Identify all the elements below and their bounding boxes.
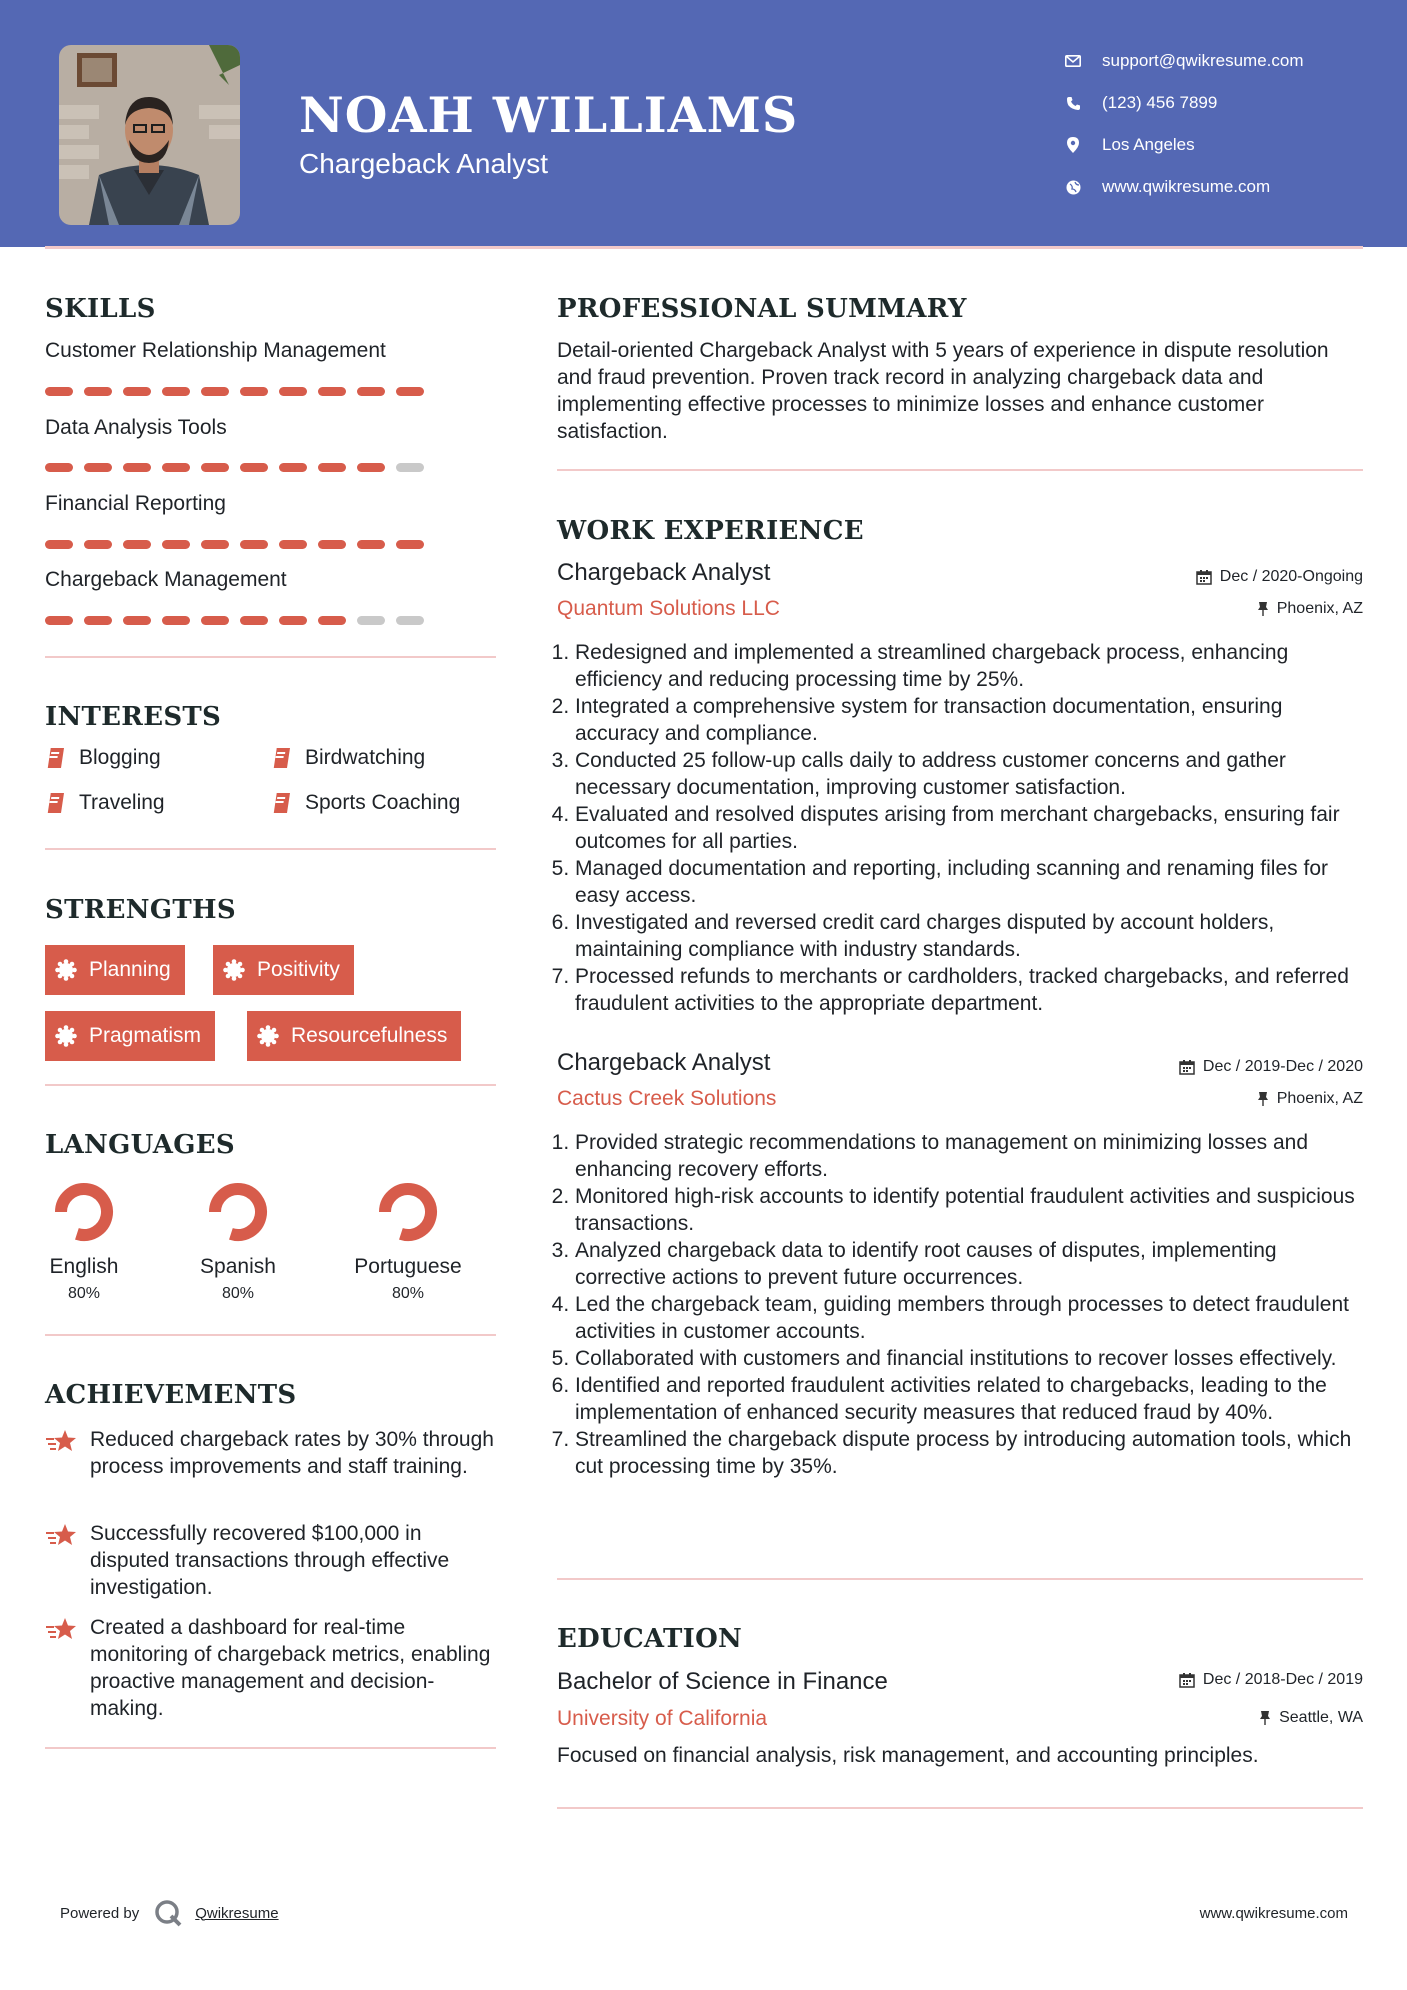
badge-icon (223, 959, 245, 981)
interest-label: Blogging (79, 746, 161, 769)
language-name: Portuguese (354, 1255, 462, 1278)
skill-dash-filled (123, 387, 151, 396)
skill-dash-filled (279, 616, 307, 625)
strength-label: Positivity (257, 958, 340, 981)
job-dates (1179, 1058, 1363, 1076)
education-dates-text: Dec / 2018-Dec / 2019 (1202, 1671, 1363, 1688)
school-name: University of California (557, 1707, 768, 1730)
duty-item: 1. Redesigned and implemented a streamlined chargeback process, enhancing efficiency and reducing processing time by 25%. (575, 639, 1365, 693)
interest-label: Sports Coaching (305, 791, 461, 814)
skill-dash-filled (84, 463, 112, 472)
candidate-name: NOAH WILLIAMS (299, 86, 799, 144)
job-location (1257, 600, 1363, 618)
language-percent: 80% (221, 1285, 255, 1302)
duties-list (575, 1129, 1365, 1480)
skill-dash-filled (240, 387, 268, 396)
skill-dash-filled (318, 540, 346, 549)
skill-dash-filled (279, 387, 307, 396)
phone-icon (1064, 94, 1082, 112)
job-location (1257, 1090, 1363, 1108)
job-dates (1196, 568, 1363, 586)
skill-dash-filled (357, 463, 385, 472)
language-item (14, 1181, 154, 1303)
duty-item: 5. Collaborated with customers and financial institutions to recover losses effectively. (575, 1345, 1365, 1372)
calendar-icon (1196, 569, 1212, 585)
section-divider (45, 1334, 496, 1336)
section-divider (45, 1084, 496, 1086)
contact-website[interactable] (1064, 166, 1304, 208)
company-name: Quantum Solutions LLC (557, 597, 780, 620)
calendar-icon (1179, 1059, 1195, 1075)
section-divider (557, 469, 1363, 471)
skill-dash-filled (123, 540, 151, 549)
strength-badge (45, 945, 185, 995)
language-ring (377, 1181, 439, 1243)
job-title: Chargeback Analyst (557, 1049, 771, 1076)
education-dates (1179, 1671, 1363, 1689)
duty-item: 7. Streamlined the chargeback dispute process by introducing automation tools, which cut processing time by 35%. (575, 1426, 1365, 1480)
skill-dash-filled (162, 387, 190, 396)
skill-label: Financial Reporting (45, 492, 226, 515)
job-location-text: Phoenix, AZ (1276, 1090, 1363, 1107)
interests-heading: INTERESTS (45, 702, 222, 732)
duty-item: 6. Investigated and reversed credit card charges disputed by account holders, maintaining compliance with industry standards. (575, 909, 1365, 963)
book-icon (45, 747, 65, 769)
skill-dash-filled (84, 387, 112, 396)
skill-meter (45, 387, 435, 396)
skill-dash-filled (162, 616, 190, 625)
skill-dash-filled (357, 540, 385, 549)
duties-list (575, 639, 1365, 1017)
skill-dash-filled (123, 463, 151, 472)
job-location-text: Phoenix, AZ (1276, 600, 1363, 617)
strength-label: Pragmatism (89, 1024, 202, 1047)
skills-heading: SKILLS (45, 294, 156, 324)
strengths-heading: STRENGTHS (45, 895, 236, 925)
star-icon (45, 1617, 79, 1641)
globe-icon (1064, 178, 1082, 196)
section-divider (45, 656, 496, 658)
achievement-text: Successfully recovered $100,000 in disputed transactions through effective investigation. (90, 1522, 450, 1599)
skill-dash-filled (201, 540, 229, 549)
skill-dash-filled (201, 616, 229, 625)
skill-dash-filled (84, 616, 112, 625)
summary-text: Detail-oriented Chargeback Analyst with 5 years of experience in dispute resolution and fraud prevention. Proven track record in analyzing chargeback data and implementing effective processes to minimize losses and enhance customer satisfaction. (557, 339, 1329, 443)
skill-dash-filled (201, 387, 229, 396)
duty-item: 4. Evaluated and resolved disputes arising from merchant chargebacks, ensuring fair outcomes for all parties. (575, 801, 1365, 855)
badge-icon (55, 959, 77, 981)
star-icon (45, 1429, 79, 1453)
section-divider (557, 1578, 1363, 1580)
achievement-text: Created a dashboard for real-time monitoring of chargeback metrics, enabling proactive management and decision-making. (90, 1616, 491, 1720)
calendar-icon (1179, 1672, 1195, 1688)
section-divider (557, 1807, 1363, 1809)
skill-dash-filled (396, 540, 424, 549)
skill-meter (45, 463, 435, 472)
achievement-item (45, 1520, 495, 1601)
company-name: Cactus Creek Solutions (557, 1087, 777, 1110)
contact-email[interactable] (1064, 40, 1304, 82)
achievement-text: Reduced chargeback rates by 30% through process improvements and staff training. (90, 1428, 494, 1478)
skill-dash-filled (240, 463, 268, 472)
job-dates-text: Dec / 2020-Ongoing (1219, 568, 1363, 585)
experience-heading: WORK EXPERIENCE (557, 516, 864, 546)
strength-label: Resourcefulness (291, 1024, 448, 1047)
interest-label: Traveling (79, 791, 165, 814)
book-icon (45, 792, 65, 814)
strength-badge (45, 1011, 215, 1061)
pushpin-icon (1259, 1710, 1271, 1726)
education-heading: EDUCATION (557, 1624, 743, 1654)
skill-dash-filled (201, 463, 229, 472)
skill-dash-filled (84, 540, 112, 549)
skill-dash-filled (357, 387, 385, 396)
badge-icon (55, 1025, 77, 1047)
contact-phone[interactable] (1064, 82, 1304, 124)
duty-item: 6. Identified and reported fraudulent activities related to chargebacks, leading to the implementation of enhanced security measures that reduced fraud by 40%. (575, 1372, 1365, 1426)
skill-dash-filled (279, 540, 307, 549)
duty-item: 3. Analyzed chargeback data to identify root causes of disputes, implementing corrective actions to prevent future occurrences. (575, 1237, 1365, 1291)
duty-item: 4. Led the chargeback team, guiding members through processes to detect fraudulent activities in customer accounts. (575, 1291, 1365, 1345)
duty-item: 1. Provided strategic recommendations to management on minimizing losses and enhancing recovery efforts. (575, 1129, 1365, 1183)
envelope-icon (1064, 52, 1082, 70)
language-ring (207, 1181, 269, 1243)
skill-dash-filled (279, 463, 307, 472)
header-divider (45, 246, 1363, 249)
language-name: English (49, 1255, 119, 1278)
duty-item: 5. Managed documentation and reporting, including scanning and renaming files for easy access. (575, 855, 1365, 909)
skill-dash-filled (396, 387, 424, 396)
footer-powered-by (60, 1898, 279, 1928)
duty-item: 3. Conducted 25 follow-up calls daily to address customer concerns and gather necessary documentation, improving customer satisfaction. (575, 747, 1365, 801)
language-item (168, 1181, 308, 1303)
contact-website-text: www.qwikresume.com (1102, 177, 1271, 196)
skill-dash-filled (318, 387, 346, 396)
education-description: Focused on financial analysis, risk management, and accounting principles. (557, 1744, 1259, 1767)
skill-dash-filled (45, 463, 73, 472)
job-dates-text: Dec / 2019-Dec / 2020 (1202, 1058, 1363, 1075)
candidate-title: Chargeback Analyst (299, 148, 549, 179)
skill-dash-filled (123, 616, 151, 625)
badge-icon (257, 1025, 279, 1047)
brand-link[interactable]: Qwikresume (195, 1904, 279, 1922)
skill-dash-empty (396, 616, 424, 625)
interest-item (271, 791, 460, 815)
interest-item (45, 791, 165, 815)
achievement-item (45, 1426, 495, 1480)
education-location-text: Seattle, WA (1279, 1709, 1363, 1726)
pushpin-icon (1257, 1091, 1269, 1107)
skill-dash-filled (162, 463, 190, 472)
achievement-item (45, 1614, 495, 1722)
contact-email-text: support@qwikresume.com (1102, 51, 1304, 70)
skill-dash-empty (396, 463, 424, 472)
degree-title: Bachelor of Science in Finance (557, 1668, 888, 1695)
languages-heading: LANGUAGES (45, 1130, 235, 1160)
skill-dash-filled (162, 540, 190, 549)
skill-dash-filled (240, 616, 268, 625)
resume-header (0, 0, 1407, 247)
section-divider (45, 848, 496, 850)
job-title: Chargeback Analyst (557, 559, 771, 586)
powered-by-label: Powered by (60, 1904, 140, 1922)
contact-phone-text: (123) 456 7899 (1102, 93, 1218, 112)
strength-badge (247, 1011, 461, 1061)
interest-item (271, 746, 425, 770)
skill-label: Chargeback Management (45, 568, 287, 591)
skill-label: Customer Relationship Management (45, 339, 386, 362)
duty-item: 2. Monitored high-risk accounts to identify potential fraudulent activities and suspicious transactions. (575, 1183, 1365, 1237)
strength-label: Planning (89, 958, 171, 981)
skill-dash-filled (45, 387, 73, 396)
summary-heading: PROFESSIONAL SUMMARY (557, 294, 967, 324)
pushpin-icon (1257, 601, 1269, 617)
language-percent: 80% (391, 1285, 425, 1302)
skill-dash-filled (318, 616, 346, 625)
achievements-heading: ACHIEVEMENTS (45, 1380, 297, 1410)
skill-meter (45, 616, 435, 625)
skill-label: Data Analysis Tools (45, 416, 227, 439)
skill-dash-filled (318, 463, 346, 472)
education-location (1259, 1709, 1363, 1727)
contact-location-text: Los Angeles (1102, 135, 1195, 154)
language-item (338, 1181, 478, 1303)
language-percent: 80% (67, 1285, 101, 1302)
language-name: Spanish (200, 1255, 276, 1278)
book-icon (271, 747, 291, 769)
star-icon (45, 1523, 79, 1547)
duty-item: 7. Processed refunds to merchants or cardholders, tracked chargebacks, and referred fraudulent activities to the appropriate department. (575, 963, 1365, 1017)
skill-meter (45, 540, 435, 549)
contact-list (1064, 40, 1304, 208)
section-divider (45, 1747, 496, 1749)
location-pin-icon (1064, 136, 1082, 154)
skill-dash-empty (357, 616, 385, 625)
book-icon (271, 792, 291, 814)
duty-item: 2. Integrated a comprehensive system for transaction documentation, ensuring accuracy and compliance. (575, 693, 1365, 747)
skill-dash-filled (45, 616, 73, 625)
interest-label: Birdwatching (305, 746, 426, 769)
strength-badge (213, 945, 354, 995)
profile-photo (59, 45, 240, 225)
contact-location (1064, 124, 1304, 166)
footer-website[interactable]: www.qwikresume.com (1199, 1905, 1348, 1922)
skill-dash-filled (240, 540, 268, 549)
qwikresume-logo-icon (153, 1898, 183, 1928)
skill-dash-filled (45, 540, 73, 549)
language-ring (53, 1181, 115, 1243)
interest-item (45, 746, 161, 770)
